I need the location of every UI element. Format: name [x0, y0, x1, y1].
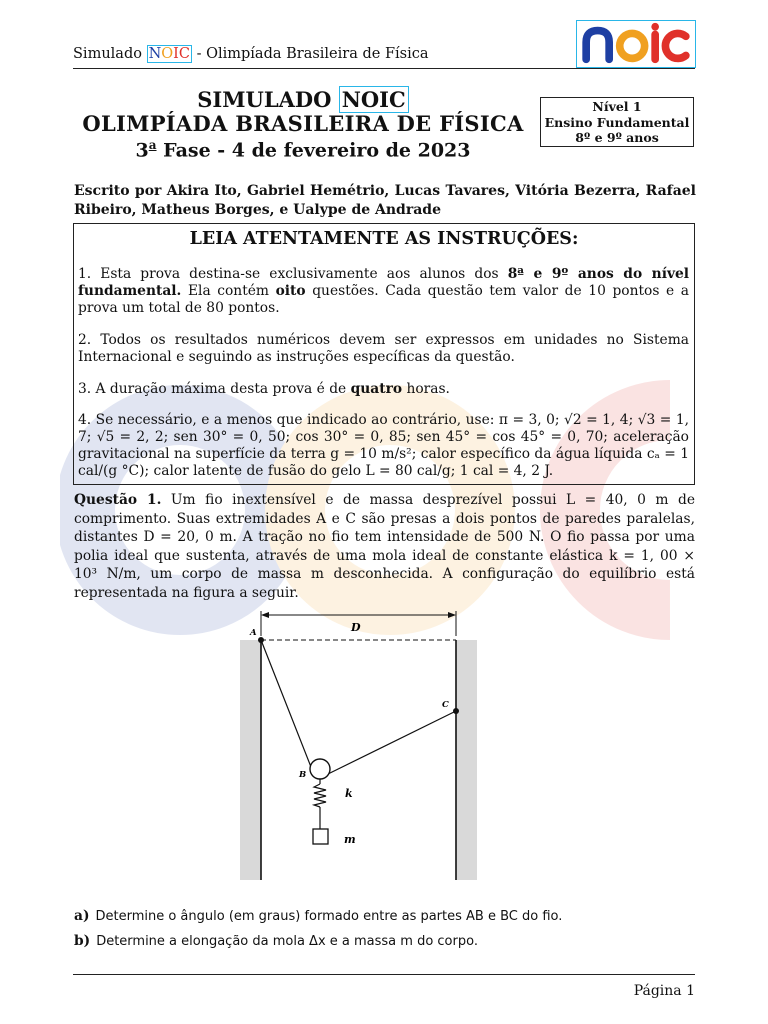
title-line-1 [73, 88, 533, 112]
authors: Escrito por Akira Ito, Gabriel Hemétrio, Lucas Tavares, Vitória Bezerra, Rafael Ribeiro, Matheus Borges, e Ualype de Andrade [74, 183, 696, 218]
header-prefix: Simulado [73, 46, 147, 62]
instruction-3 [78, 381, 689, 398]
title-prefix: SIMULADO [197, 87, 339, 112]
label-k: k [345, 787, 353, 800]
point-a [258, 637, 264, 643]
label-b: B [299, 770, 307, 780]
title-line-3 [73, 136, 533, 160]
phase-ordinal: a [148, 138, 157, 152]
phase-date: Fase - 4 de fevereiro de 2023 [156, 139, 471, 162]
left-wall [240, 640, 261, 880]
brand-letter-i: I [173, 46, 179, 62]
brand-letter-n: N [148, 46, 162, 62]
subquestion-b [74, 932, 478, 951]
level-name: Nível 1 [592, 99, 642, 114]
question-1-figure [122, 606, 577, 880]
header-suffix: - Olimpíada Brasileira de Física [191, 46, 429, 62]
noic-logo [576, 20, 696, 68]
label-c: C [442, 700, 449, 710]
label-d: D [351, 621, 361, 634]
pulley [310, 759, 330, 779]
instruction-3-text-c: horas. [402, 381, 450, 397]
level-grades: 8º e 9º anos [575, 130, 659, 145]
instruction-2: 2. Todos os resultados numéricos devem ser expressos em unidades no Sistema Internacional e seguindo as instruções específicas da questão. [78, 332, 689, 365]
label-a: A [250, 628, 257, 638]
phase-number: 3 [135, 139, 149, 162]
brand-letter-o: O [161, 46, 174, 62]
subquestion-a-letter: a) [74, 908, 90, 924]
instruction-1-bold-b: 8ª e 9º anos do nível fundamental. [78, 266, 689, 299]
instruction-4: 4. Se necessário, e a menos que indicado ao contrário, use: π = 3, 0; √2 = 1, 4; √3 = 1, 7; √5 = 2, 2; sen 30° = 0, 50; cos 30° = 0, 85; sen 45° = cos 45° = 0, 70; aceleração gravitacional na superfície da terra g = 10 m/s²; calor específico da água líquida cₐ = 1 cal/(g °C); calor latente de fusão do gelo L = 80 cal/g; 1 cal = 4, 2 J. [78, 412, 689, 479]
level-box [540, 97, 694, 147]
title-brand: NOIC [339, 86, 409, 113]
dimension-arrow-left [261, 612, 269, 618]
instruction-3-bold-b: quatro [350, 381, 403, 397]
instruction-1-text-e: questões. Cada questão tem valor de 10 pontos e a prova um total de 80 pontos. [78, 283, 689, 316]
subquestion-b-letter: b) [74, 933, 91, 949]
question-1-label: Questão 1. [74, 492, 162, 508]
wire-bc [328, 711, 456, 774]
title-block [73, 88, 533, 160]
running-header [73, 46, 428, 62]
wire-ab [261, 640, 311, 767]
instructions-title: LEIA ATENTAMENTE AS INSTRUÇÕES: [189, 229, 579, 249]
title-line-2: OLIMPÍADA BRASILEIRA DE FÍSICA [82, 111, 524, 136]
page-number: Página 1 [633, 983, 695, 999]
subquestion-a [74, 907, 562, 926]
right-wall [456, 640, 477, 880]
subquestion-a-text: Determine o ângulo (em graus) formado entre as partes AB e BC do fio. [95, 909, 563, 924]
instruction-1-text-c: Ela contém [181, 283, 276, 299]
footer-rule [73, 974, 695, 975]
level-stage: Ensino Fundamental [544, 114, 690, 130]
subquestion-b-text: Determine a elongação da mola Δx e a massa m do corpo. [96, 934, 478, 949]
question-1-statement: Um fio inextensível e de massa desprezível possui L = 40, 0 m de comprimento. Suas extremidades A e C são presas a dois pontos de paredes paralelas, distantes D = 20, 0 m. A tração no fio tem intensidade de 500 N. O fio passa por uma polia ideal que sustenta, através de uma mola ideal de constante elástica k = 1, 00 × 10³ N/m, um corpo de massa m desconhecida. A configuração do equilíbrio está representada na figura a seguir. [74, 492, 695, 601]
dimension-arrow-right [448, 612, 456, 618]
brand-letter-c: C [178, 46, 190, 62]
header-rule [73, 68, 695, 69]
instruction-3-text-a: 3. A duração máxima desta prova é de [78, 381, 351, 397]
point-c [453, 708, 459, 714]
instruction-1 [78, 266, 689, 317]
header-brand [147, 45, 192, 63]
instruction-1-text-a: 1. Esta prova destina-se exclusivamente aos alunos dos [78, 266, 508, 282]
spring [314, 784, 326, 807]
instruction-1-bold-d: oito [275, 283, 306, 299]
mass-block [313, 829, 328, 844]
instructions-box [73, 223, 695, 485]
label-m: m [344, 833, 356, 846]
question-1 [74, 491, 695, 602]
